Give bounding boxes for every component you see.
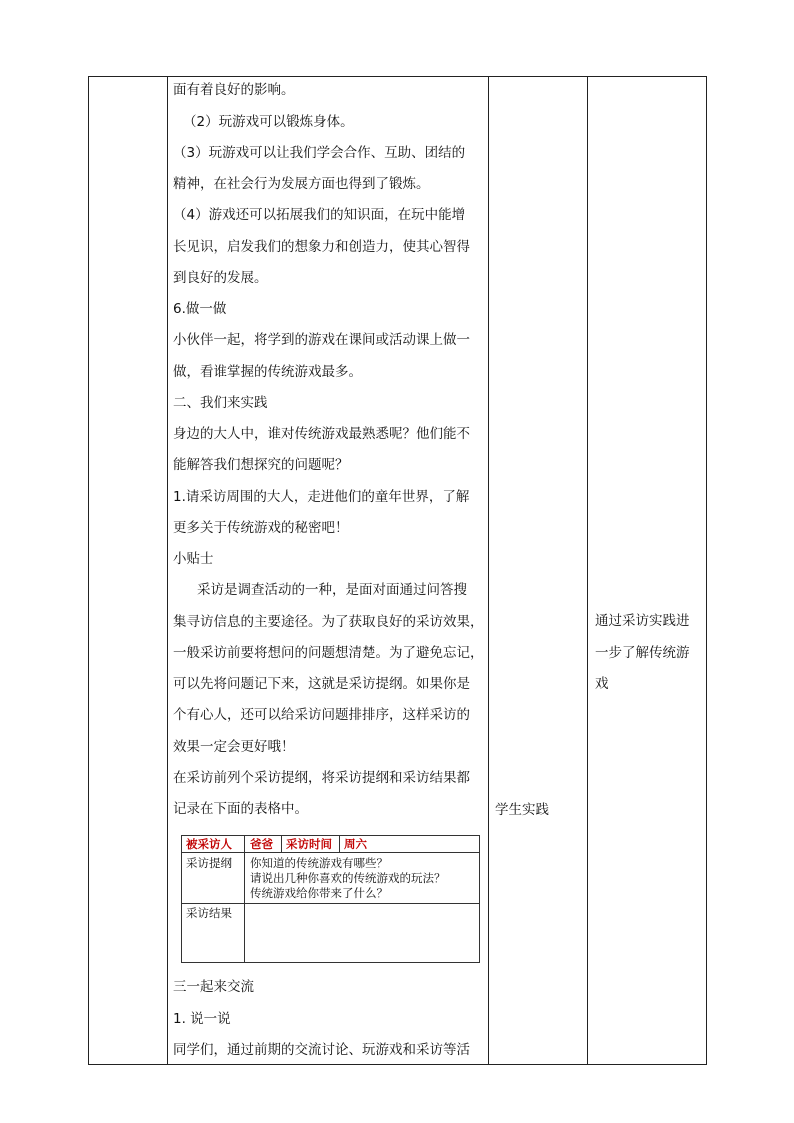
column-divider — [488, 76, 489, 1065]
content-line: 同学们，通过前期的交流讨论、玩游戏和采访等活 — [173, 1042, 470, 1058]
content-line: 到良好的发展。 — [173, 270, 268, 286]
outline-item: 请说出几种你喜欢的传统游戏的玩法？ — [250, 871, 446, 885]
content-line: 二、我们来实践 — [173, 395, 268, 411]
content-line: 三一起来交流 — [173, 979, 254, 995]
table-rule — [281, 836, 282, 852]
content-line: 长见识，启发我们的想象力和创造力，使其心智得 — [173, 239, 470, 255]
interview-record-table — [181, 835, 480, 963]
interviewee-value: 爸爸 — [250, 837, 273, 851]
column-divider — [167, 76, 168, 1065]
outline-item: 你知道的传统游戏有哪些？ — [250, 856, 388, 870]
content-line: 身边的大人中，谁对传统游戏最熟悉呢？他们能不 — [173, 426, 470, 442]
outline-label: 采访提纲 — [186, 856, 232, 870]
column-divider — [587, 76, 588, 1065]
content-line: 做，看谁掌握的传统游戏最多。 — [173, 364, 362, 380]
content-line: 效果一定会更好哦！ — [173, 739, 295, 755]
content-line: 个有心人，还可以给采访问题排排序，这样采访的 — [173, 707, 470, 723]
interviewee-label: 被采访人 — [186, 837, 232, 851]
intent-line: 一步了解传统游 — [595, 644, 690, 661]
interview-time-value: 周六 — [344, 837, 367, 851]
student-activity-cell: 学生实践 — [495, 802, 549, 818]
table-rule — [182, 852, 479, 853]
content-line: 能解答我们想探究的问题呢？ — [173, 457, 349, 473]
result-label: 采访结果 — [186, 906, 232, 920]
content-line: （4）游戏还可以拓展我们的知识面，在玩中能增 — [173, 207, 466, 223]
table-rule — [244, 836, 245, 962]
content-line: 在采访前列个采访提纲，将采访提纲和采访结果都 — [173, 770, 470, 786]
content-line: 小伙伴一起，将学到的游戏在课间或活动课上做一 — [173, 332, 470, 348]
table-rule — [182, 903, 479, 904]
content-line: 1. 说一说 — [173, 1011, 231, 1027]
table-rule — [339, 836, 340, 852]
outline-item: 传统游戏给你带来了什么？ — [250, 886, 388, 900]
content-line: 采访是调查活动的一种，是面对面通过问答搜 — [197, 582, 467, 598]
content-line: 6.做一做 — [173, 301, 227, 317]
content-line: 面有着良好的影响。 — [173, 82, 295, 98]
content-line: 记录在下面的表格中。 — [173, 801, 308, 817]
content-line: 1.请采访周围的大人，走进他们的童年世界，了解 — [173, 489, 470, 505]
content-line: 集寻访信息的主要途径。为了获取良好的采访效果， — [173, 614, 484, 630]
content-line: 更多关于传统游戏的秘密吧！ — [173, 520, 349, 536]
content-line: 小贴士 — [173, 551, 214, 567]
interview-time-label: 采访时间 — [286, 837, 332, 851]
content-line: （3）玩游戏可以让我们学会合作、互助、团结的 — [173, 145, 466, 161]
design-intent-cell — [595, 606, 703, 701]
intent-line: 戏 — [595, 676, 609, 692]
content-line: 精神，在社会行为发展方面也得到了锻炼。 — [173, 176, 430, 192]
content-line: （2）玩游戏可以锻炼身体。 — [183, 114, 354, 130]
intent-line: 通过采访实践进 — [595, 613, 690, 629]
content-line: 可以先将问题记下来，这就是采访提纲。如果你是 — [173, 676, 470, 692]
content-line: 一般采访前要将想问的问题想清楚。为了避免忘记， — [173, 645, 484, 661]
